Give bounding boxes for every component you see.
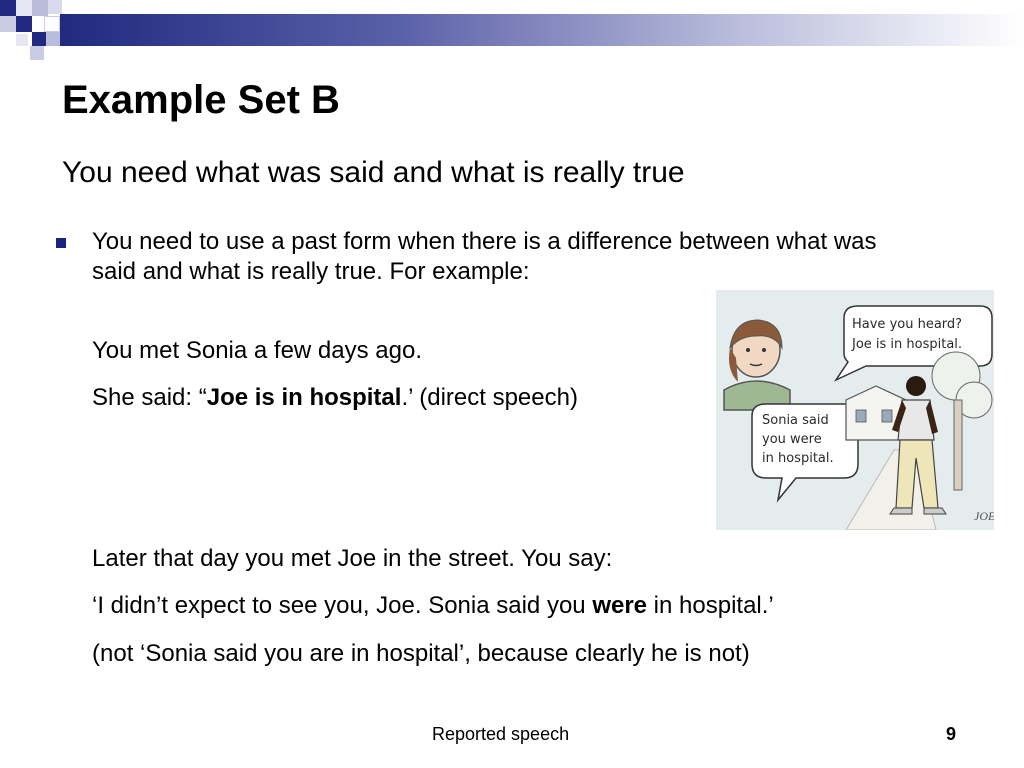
woman-figure-icon xyxy=(724,320,790,410)
line-4-pre: ‘I didn’t expect to see you, Joe. Sonia said you xyxy=(92,592,593,619)
bubble1-line1: Have you heard? xyxy=(852,317,963,332)
square-bullet-icon xyxy=(56,238,66,248)
bubble2-line2: you were xyxy=(762,432,822,447)
header-gradient-bar xyxy=(60,14,1024,46)
example-line-5: (not ‘Sonia said you are in hospital’, because clearly he is not) xyxy=(92,640,750,667)
bubble2-line1: Sonia said xyxy=(762,413,829,428)
bubble2-line3: in hospital. xyxy=(762,451,834,466)
speech-bubble-2 xyxy=(752,404,858,500)
cartoon-illustration xyxy=(716,290,994,530)
footer-label: Reported speech xyxy=(432,724,570,744)
slide-subtitle: You need what was said and what is really true xyxy=(62,156,685,189)
illustration-svg xyxy=(716,290,994,530)
example-line-1: You met Sonia a few days ago. xyxy=(92,337,422,364)
slide-title: Example Set B xyxy=(62,78,340,122)
line-2-pre: She said: “ xyxy=(92,384,207,411)
illustration-corner-label: JOE xyxy=(974,509,994,523)
line-2-bold: Joe is in hospital xyxy=(206,384,402,411)
line-2-post: .’ (direct speech) xyxy=(401,384,578,411)
bubble1-line2: Joe is in hospital. xyxy=(852,337,963,352)
tree-icon xyxy=(932,352,992,490)
example-line-2 xyxy=(92,383,578,413)
bullet-text: You need to use a past form when there is a difference between what was said and what is really true. For example: xyxy=(92,228,877,285)
example-line-4 xyxy=(92,591,774,621)
page-number: 9 xyxy=(946,724,957,744)
house-icon xyxy=(846,386,906,440)
line-4-bold: were xyxy=(592,592,648,619)
line-4-post: in hospital.’ xyxy=(647,592,774,619)
example-line-3: Later that day you met Joe in the street. You say: xyxy=(92,545,613,572)
